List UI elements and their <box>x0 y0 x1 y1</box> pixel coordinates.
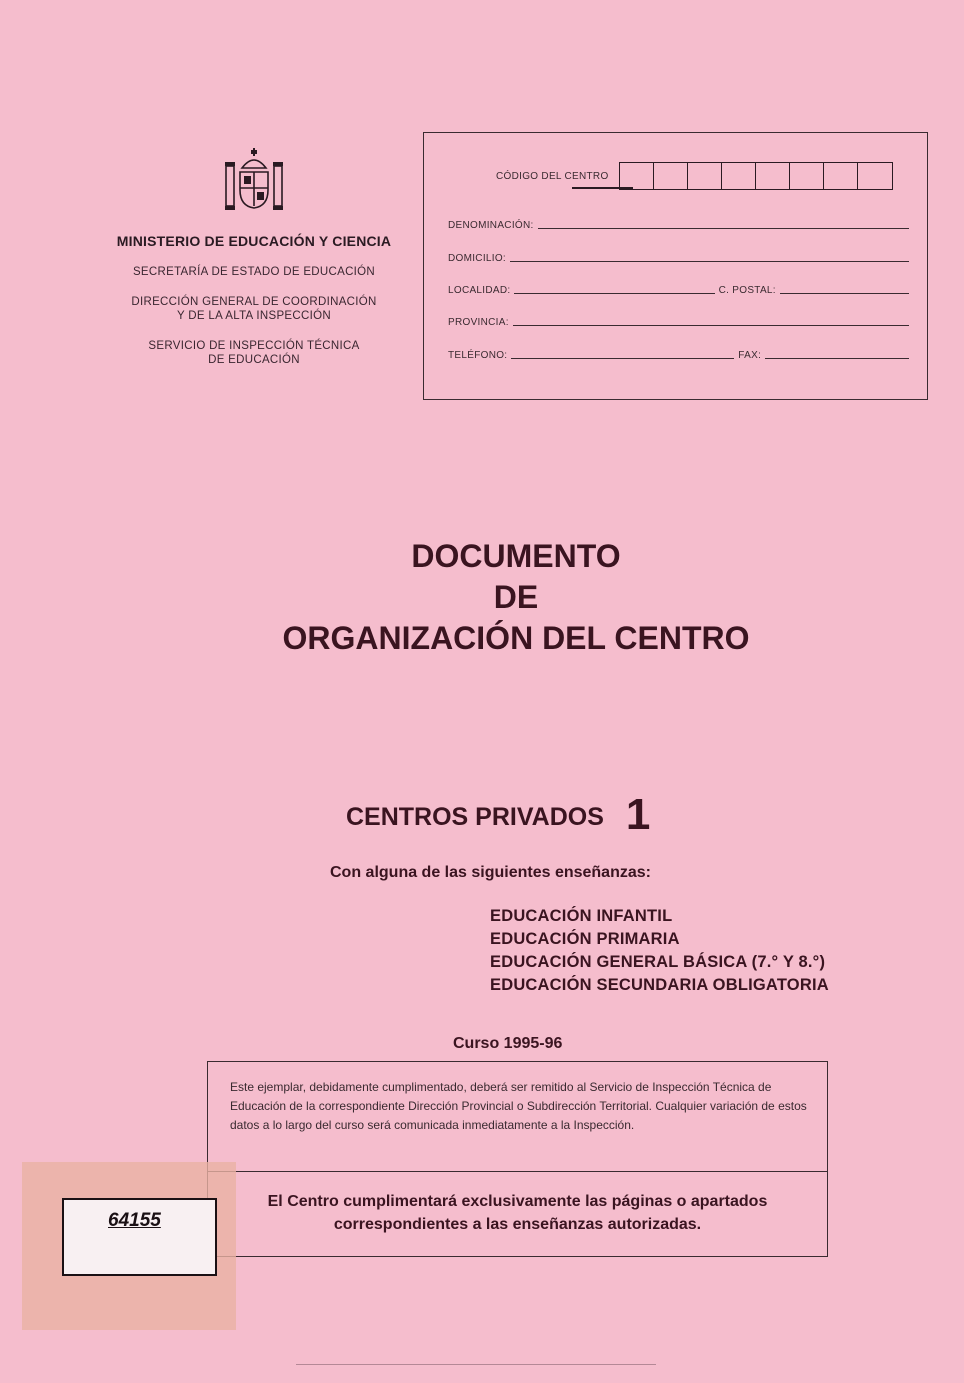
coat-of-arms-icon <box>222 148 286 214</box>
ministry-servicio-line2: DE EDUCACIÓN <box>208 354 300 366</box>
telefono-line[interactable] <box>511 358 734 359</box>
domicilio-field[interactable] <box>448 250 913 264</box>
code-digit-box[interactable] <box>858 163 892 189</box>
fax-label: FAX: <box>738 350 762 361</box>
telefono-field[interactable] <box>448 347 913 361</box>
centre-data-box <box>423 132 928 400</box>
localidad-line[interactable] <box>514 293 714 294</box>
denominacion-field[interactable] <box>448 217 913 231</box>
section-number: 1 <box>625 790 651 839</box>
ministry-servicio <box>96 339 412 367</box>
level-item: EDUCACIÓN GENERAL BÁSICA (7.° Y 8.°) <box>490 953 826 971</box>
denominacion-label: DENOMINACIÓN: <box>448 220 534 231</box>
code-digit-box[interactable] <box>756 163 790 189</box>
notice-box <box>207 1061 828 1257</box>
domicilio-label: DOMICILIO: <box>448 253 507 264</box>
centre-code-label: CÓDIGO DEL CENTRO <box>496 170 609 182</box>
level-item: EDUCACIÓN SECUNDARIA OBLIGATORIA <box>490 976 829 994</box>
notice-emphasis: El Centro cumplimentará exclusivamente las páginas o apartados correspondientes a las enseñanzas autorizadas. <box>267 1193 768 1233</box>
archive-number: 64155 <box>108 1210 161 1231</box>
section-label: CENTROS PRIVADOS <box>346 803 604 831</box>
notice-divider <box>208 1171 827 1172</box>
provincia-line[interactable] <box>513 325 909 326</box>
code-digit-box[interactable] <box>824 163 858 189</box>
level-item: EDUCACIÓN PRIMARIA <box>490 930 680 948</box>
section-heading <box>346 790 650 840</box>
levels-intro: Con alguna de las siguientes enseñanzas: <box>330 864 651 881</box>
localidad-label: LOCALIDAD: <box>448 285 511 296</box>
telefono-label: TELÉFONO: <box>448 350 508 361</box>
ministry-title: MINISTERIO DE EDUCACIÓN Y CIENCIA <box>116 233 392 249</box>
levels-list <box>490 905 829 997</box>
code-digit-box[interactable] <box>654 163 688 189</box>
provincia-field[interactable] <box>448 314 913 328</box>
footer-rule <box>296 1364 656 1365</box>
ministry-direccion-line2: Y DE LA ALTA INSPECCIÓN <box>177 310 331 322</box>
code-underline <box>572 187 633 189</box>
denominacion-line[interactable] <box>538 228 909 229</box>
postal-label: C. POSTAL: <box>718 285 776 296</box>
ministry-secretaria: SECRETARÍA DE ESTADO DE EDUCACIÓN <box>132 266 376 278</box>
level-item: EDUCACIÓN INFANTIL <box>490 907 673 925</box>
course-year: Curso 1995-96 <box>453 1035 563 1052</box>
postal-line[interactable] <box>780 293 909 294</box>
title-line-3: ORGANIZACIÓN DEL CENTRO <box>282 620 750 656</box>
code-digit-box[interactable] <box>620 163 654 189</box>
ministry-direccion <box>96 295 412 323</box>
ministry-direccion-line1: DIRECCIÓN GENERAL DE COORDINACIÓN <box>131 296 377 308</box>
notice-text: Este ejemplar, debidamente cumplimentado, deberá ser remitido al Servicio de Inspección Técnica de Educación de la correspondiente Dirección Provincial o Subdirección Territorial. Cualquier variación de estos datos a lo largo del curso será comunicada inmediatamente a la Inspección. <box>230 1080 807 1132</box>
title-line-2: DE <box>493 579 539 615</box>
code-digit-box[interactable] <box>688 163 722 189</box>
fax-line[interactable] <box>765 358 909 359</box>
archive-stamp <box>62 1198 217 1276</box>
code-digit-box[interactable] <box>722 163 756 189</box>
domicilio-line[interactable] <box>510 261 909 262</box>
centre-code-row <box>496 161 893 191</box>
centre-code-input[interactable] <box>619 162 893 190</box>
provincia-label: PROVINCIA: <box>448 317 509 328</box>
title-line-1: DOCUMENTO <box>411 538 621 574</box>
document-title <box>0 536 964 659</box>
ministry-block <box>96 233 412 367</box>
code-digit-box[interactable] <box>790 163 824 189</box>
ministry-servicio-line1: SERVICIO DE INSPECCIÓN TÉCNICA <box>148 340 360 352</box>
localidad-field[interactable] <box>448 282 913 296</box>
